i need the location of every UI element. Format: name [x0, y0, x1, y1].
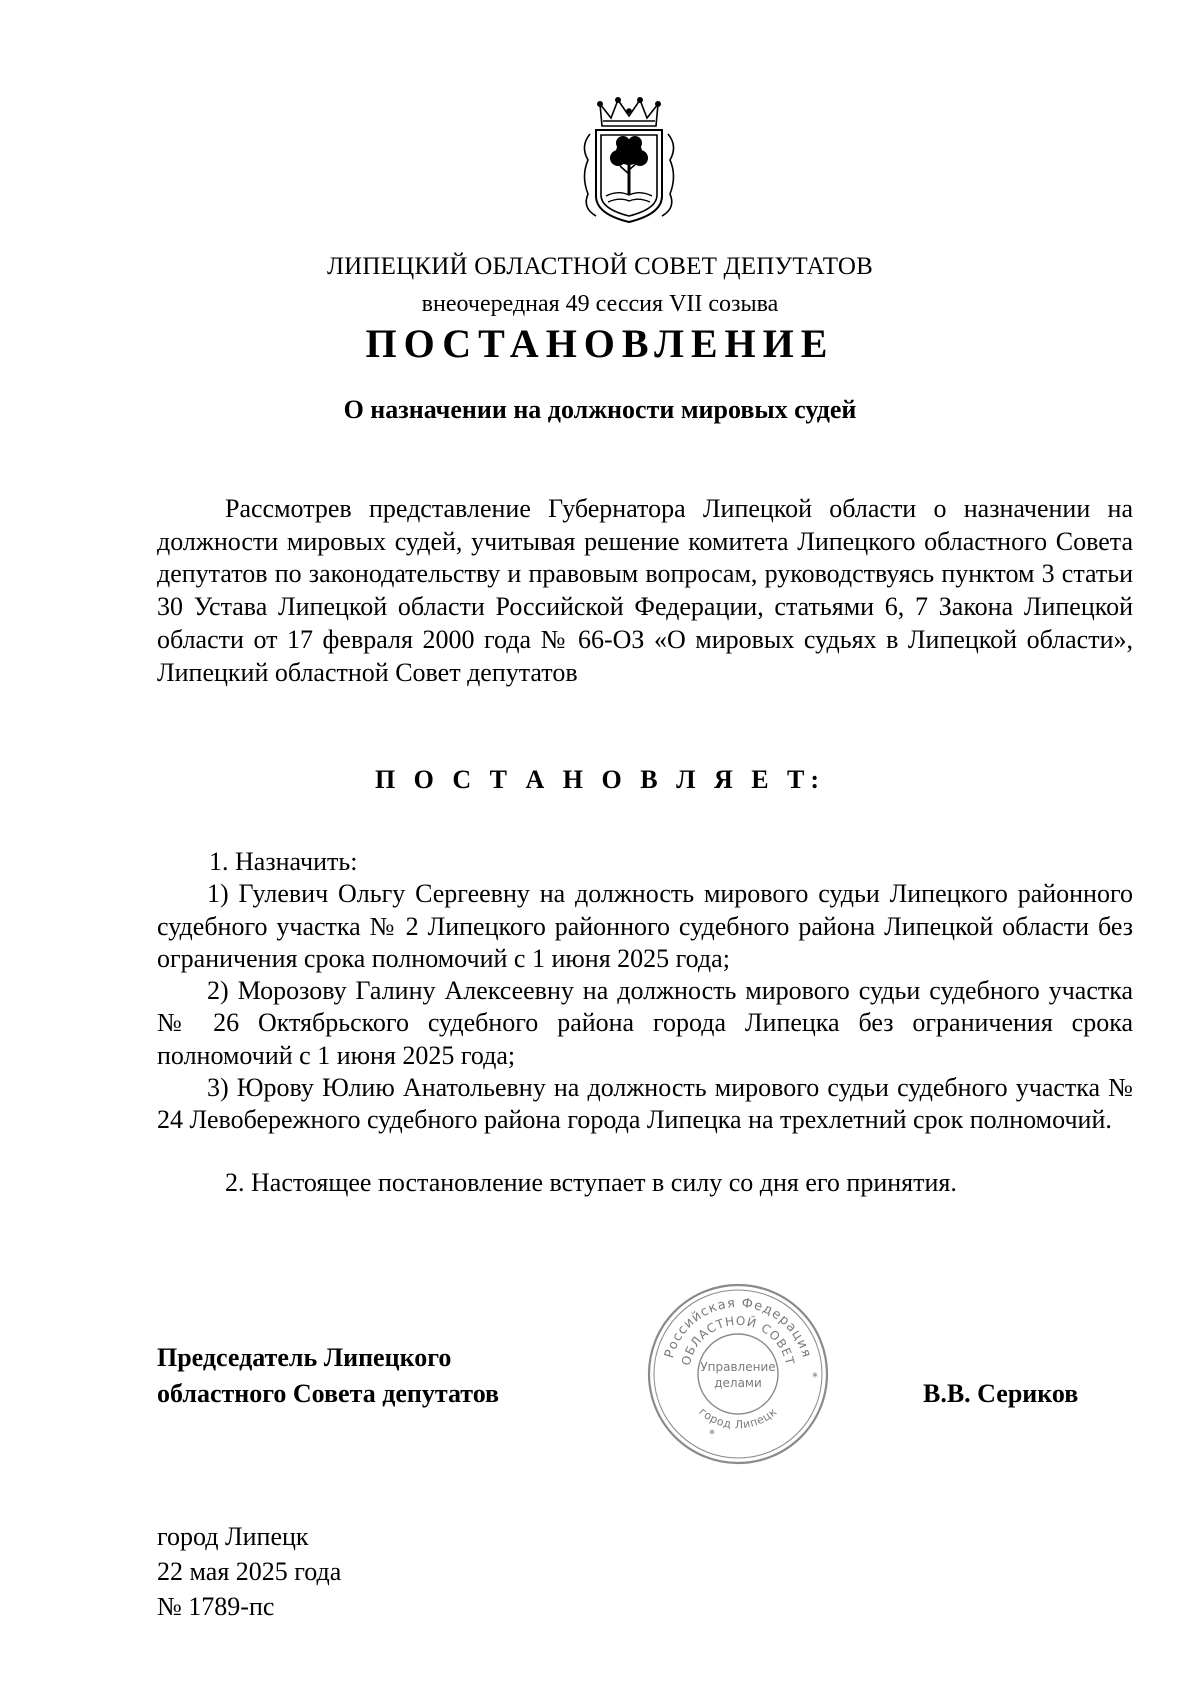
footer-number: № 1789-пс: [157, 1592, 275, 1621]
document-type: ПОСТАНОВЛЕНИЕ: [365, 321, 835, 366]
preamble-text: Рассмотрев представление Губернатора Липецкой области о назначении на должности мировых судей, учитывая решение комитета Липецкого областного Совета депутатов по законодательству и правовым вопросам, руководствуясь пунктом 3 статьи 30 Устава Липецкой области Российской Федерации, статьями 6, 7 Закона Липецкой области от 17 февраля 2000 года № 66-ОЗ «О мировых судьях в Липецкой области», Липецкий областной Совет депутатов: [157, 494, 1133, 687]
footer-city: город Липецк: [157, 1522, 309, 1551]
document-title: О назначении на должности мировых судей: [343, 395, 857, 424]
item-2: 2. Настоящее постановление вступает в силу со дня его принятия.: [225, 1167, 957, 1197]
official-seal-stamp: [645, 1281, 831, 1467]
footer-date: 22 мая 2025 года: [157, 1557, 342, 1586]
coat-of-arms-emblem: [578, 96, 680, 228]
signer-position-line1: Председатель Липецкого: [157, 1343, 452, 1372]
signer-name: В.В. Сериков: [923, 1379, 1079, 1408]
seal-star-icon: *: [812, 1370, 818, 1384]
subitem-3: 3) Юрову Юлию Анатольевну на должность мирового судьи судебного участка № 24 Левобережного судебного района города Липецка на трехлетний срок полномочий.: [157, 1073, 1133, 1135]
resolution-body: [157, 846, 1133, 1199]
council-name: ЛИПЕЦКИЙ ОБЛАСТНОЙ СОВЕТ ДЕПУТАТОВ: [327, 253, 873, 280]
signer-position: [157, 1340, 577, 1412]
preamble: [157, 493, 1133, 689]
seal-text-top: Российская Федерация: [662, 1295, 814, 1361]
subitem-2: 2) Морозову Галину Алексеевну на должность мирового судьи судебного участка № 26 Октябрьского судебного района города Липецка без ограничения срока полномочий с 1 июня 2025 года;: [157, 976, 1133, 1070]
seal-text-city: город Липецк: [696, 1405, 780, 1432]
session-info: внеочередная 49 сессия VII созыва: [421, 291, 779, 317]
decree-heading: П О С Т А Н О В Л Я Е Т:: [374, 765, 826, 794]
document-footer: [157, 1519, 341, 1624]
item-1: 1. Назначить:: [209, 847, 358, 876]
subitem-1: 1) Гулевич Ольгу Сергеевну на должность мирового судьи Липецкого районного судебного участка № 2 Липецкого районного судебного района Липецкой области без ограничения срока полномочий с 1 июня 2025 года;: [157, 879, 1133, 973]
seal-star-icon: *: [709, 1427, 715, 1441]
seal-inner-line1: Управление: [700, 1360, 776, 1374]
seal-text-middle: ОБЛАСТНОЙ СОВЕТ: [678, 1313, 798, 1367]
signer-position-line2: областного Совета депутатов: [157, 1379, 500, 1408]
seal-inner-line2: делами: [714, 1376, 762, 1390]
